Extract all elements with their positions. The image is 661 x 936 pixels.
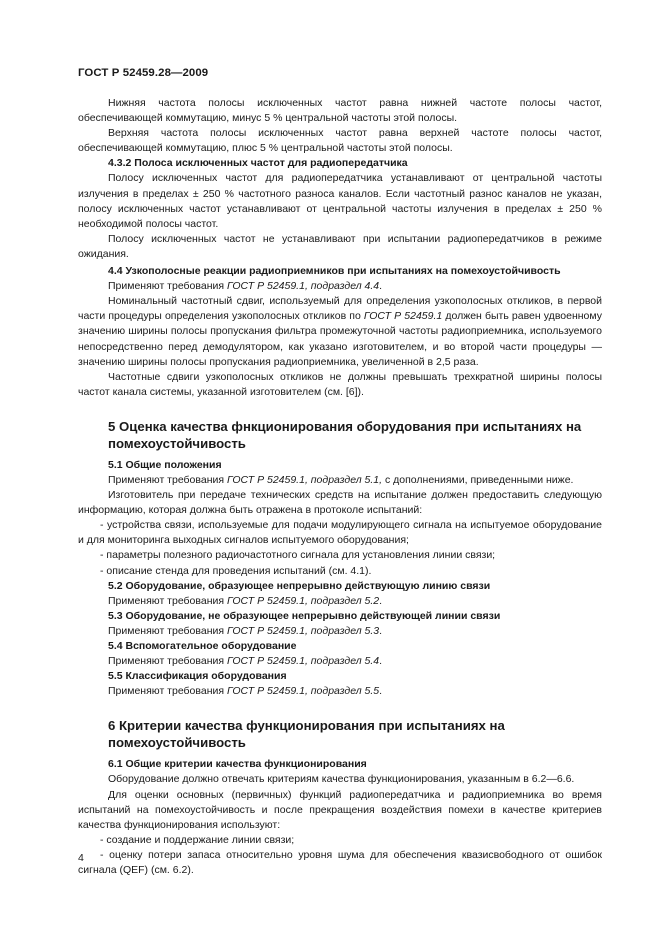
subsection-heading-5-3: 5.3 Оборудование, не образующее непрерывно действующей линии связи xyxy=(108,609,501,622)
subsection-heading-5-5: 5.5 Классификация оборудования xyxy=(108,670,287,683)
section-heading-5: 5 Оценка качества фнкционирования оборудования при испытаниях на помехоустойчивость xyxy=(108,418,582,451)
paragraph: Для оценки основных (первичных) функций радиопередатчика и радиоприемника во время испытаний на помехоустойчивость и после прекращения воздействия помехи в качестве критериев качества функционирования используют: xyxy=(78,788,602,831)
page-number: 4 xyxy=(78,852,84,864)
paragraph: Нижняя частота полосы исключенных частот равна нижней частоте полосы частот, обеспечивающей коммутацию, минус 5 % центральной частоты этой полосы. xyxy=(78,97,602,125)
paragraph: Применяют требования ГОСТ Р 52459.1, подраздел 5.1, с дополнениями, приведенными ниже. xyxy=(108,473,574,486)
paragraph: Верхняя частота полосы исключенных частот равна верхней частоте полосы частот, обеспечивающей коммутацию, плюс 5 % центральной частоты этой полосы. xyxy=(78,127,602,155)
subsection-heading-4-4: 4.4 Узкополосные реакции радиоприемников при испытаниях на помехоустойчивость xyxy=(108,265,561,278)
paragraph: Изготовитель при передаче технических средств на испытание должен предоставить следующую информацию, которая должна быть отражена в протоколе испытаний: xyxy=(78,489,602,517)
standard-reference: ГОСТ Р 52459.1, подраздел 5.1, xyxy=(226,473,383,486)
standard-reference: ГОСТ Р 52459.1, подраздел 5.4 xyxy=(226,655,380,668)
document-code-header: ГОСТ Р 52459.28—2009 xyxy=(78,67,209,79)
paragraph: Оборудование должно отвечать критериям качества функционирования, указанным в 6.2—6.6. xyxy=(108,773,575,786)
subsection-heading-5-2: 5.2 Оборудование, образующее непрерывно действующую линию связи xyxy=(108,579,491,592)
list-item: - оценку потери запаса относительно уровня шума для обеспечения квазисвободного от ошибок сигнала (QEF) (см. 6.2). xyxy=(78,848,602,877)
page-content xyxy=(78,96,602,878)
section-heading-6: 6 Критерии качества функционирования при испытаниях на помехоустойчивость xyxy=(108,718,505,751)
standard-reference: ГОСТ Р 52459.1, подраздел 5.2 xyxy=(226,594,380,607)
paragraph: Применяют требования ГОСТ Р 52459.1, подраздел 5.3. xyxy=(108,624,383,637)
paragraph: Полосу исключенных частот не устанавливают при испытании радиопередатчиков в режиме ожидания. xyxy=(78,232,602,260)
paragraph: Применяют требования ГОСТ Р 52459.1, подраздел 5.5. xyxy=(108,685,383,698)
standard-reference: ГОСТ Р 52459.1, подраздел 5.3 xyxy=(226,624,380,637)
list-item: - создание и поддержание линии связи; xyxy=(100,833,295,846)
paragraph: Номинальный частотный сдвиг, используемый для определения узкополосных откликов, в первой части процедуры определения узкополосных откликов по ГОСТ Р 52459.1 должен быть равен удвоенному значению ширины полосы пропускания фильтра промежуточной частоты радиоприемника, используемого непосредственно перед демодулятором, как указано изготовителем, и во второй части процедуры — значению ширины полосы пропускания радиоприемника, увеличенной в 2,5 раза. xyxy=(78,295,602,368)
standard-reference: ГОСТ Р 52459.1 xyxy=(363,310,443,323)
subsection-heading-5-4: 5.4 Вспомогательное оборудование xyxy=(108,640,297,652)
paragraph: Полосу исключенных частот для радиопередатчика устанавливают от центральной частоты излучения в пределах ± 250 % частотного разноса каналов. Если частотный разнос каналов не указан, полосу исключенных частот устанавливают от центральной частоты излучения в пределах ± 250 % необходимой полосы частот. xyxy=(78,172,602,230)
list-item: - описание стенда для проведения испытаний (см. 4.1). xyxy=(100,564,372,577)
list-item: - устройства связи, используемые для подачи модулирующего сигнала на испытуемое оборудование и для мониторинга выходных сигналов испытуемого оборудования; xyxy=(78,519,602,547)
paragraph: Применяют требования ГОСТ Р 52459.1, подраздел 5.2. xyxy=(108,594,383,607)
paragraph: Применяют требования ГОСТ Р 52459.1, подраздел 4.4. xyxy=(108,280,383,293)
list-item: - параметры полезного радиочастотного сигнала для установления линии связи; xyxy=(100,549,496,562)
paragraph: Применяют требования ГОСТ Р 52459.1, подраздел 5.4. xyxy=(108,655,383,668)
subsection-heading-6-1: 6.1 Общие критерии качества функционирования xyxy=(108,758,367,771)
subsection-heading-5-1: 5.1 Общие положения xyxy=(108,458,222,471)
standard-reference: ГОСТ Р 52459.1, подраздел 4.4 xyxy=(226,280,380,293)
standard-reference: ГОСТ Р 52459.1, подраздел 5.5 xyxy=(226,685,380,698)
paragraph: Частотные сдвиги узкополосных откликов не должны превышать трехкратной ширины полосы частот канала системы, указанной изготовителем (см. [6]). xyxy=(78,370,602,398)
subsection-heading-4-3-2: 4.3.2 Полоса исключенных частот для радиопередатчика xyxy=(108,157,408,170)
